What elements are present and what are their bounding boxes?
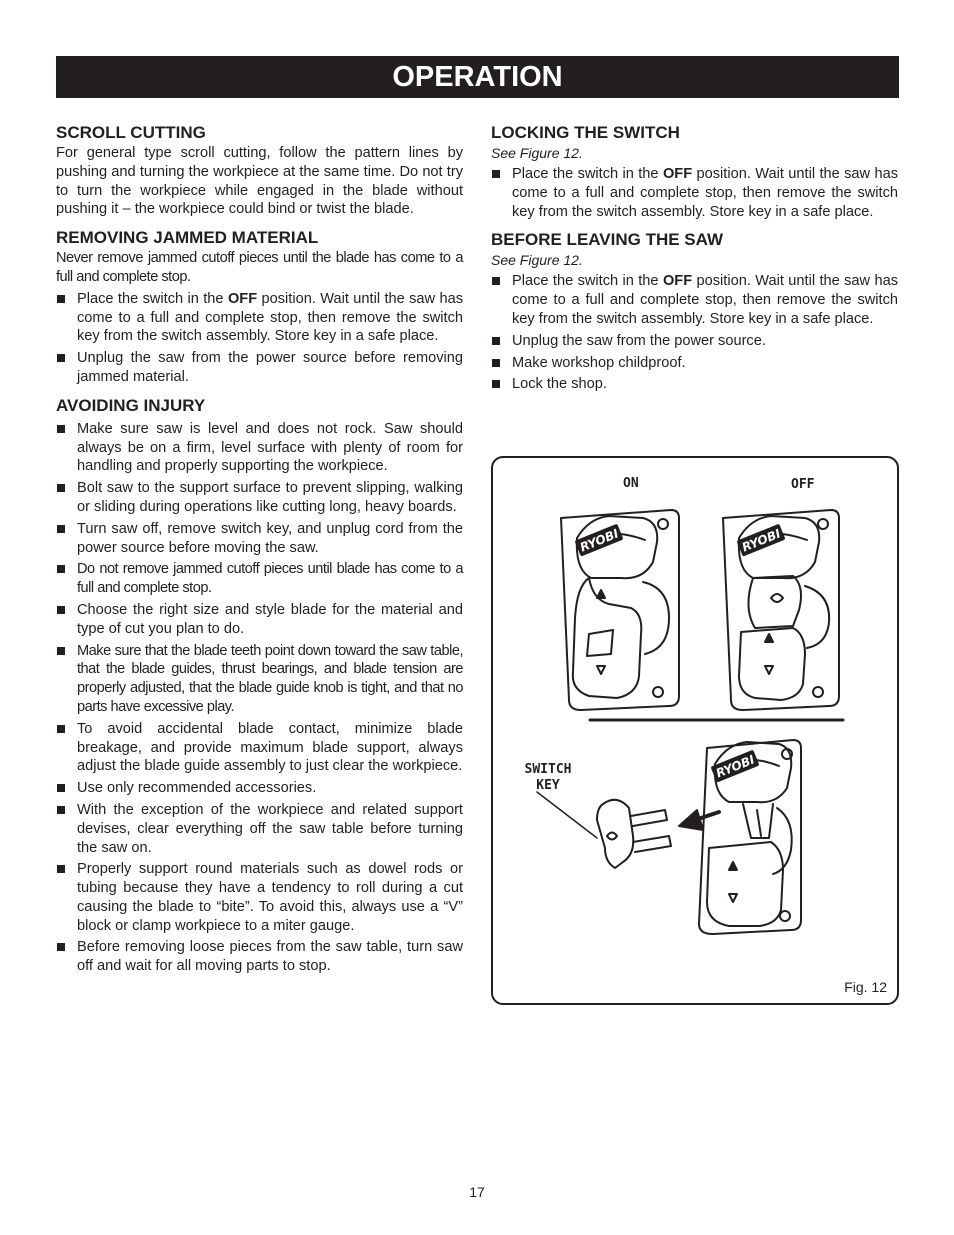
list-item xyxy=(56,601,463,639)
item-text: Make workshop childproof. xyxy=(512,354,686,371)
page-number: 17 xyxy=(469,1184,485,1200)
item-text: Unplug the saw from the power source before removing jammed material. xyxy=(77,350,463,385)
heading-before-leaving: BEFORE LEAVING THE SAW xyxy=(491,230,724,250)
item-text-bold: OFF xyxy=(662,273,693,290)
bullet-icon xyxy=(57,606,65,614)
bullet-icon xyxy=(492,359,500,367)
item-text-pre: Place the switch in the xyxy=(512,166,663,182)
bullet-icon xyxy=(57,806,65,814)
item-text: Choose the right size and style blade for the material and type of cut you plan to do. xyxy=(77,601,463,637)
list-item xyxy=(491,272,898,328)
bullet-icon xyxy=(57,484,65,492)
list-item xyxy=(56,860,463,935)
item-text: Use only recommended accessories. xyxy=(77,780,317,797)
item-text-pre: Place the switch in the xyxy=(77,290,228,307)
label-switch-key-line2: KEY xyxy=(536,778,560,793)
list-item xyxy=(491,332,898,351)
item-text-post: position. Wait until the saw has come to a full and complete stop, then remove the switch key from the switch assembly. Store key in a safe place. xyxy=(512,273,898,327)
left-column xyxy=(56,122,463,976)
ryobi-logo-on: RYOBI xyxy=(578,526,621,555)
label-off: OFF xyxy=(791,477,815,492)
leaving-list xyxy=(491,272,898,394)
list-item xyxy=(56,720,463,776)
see-figure-ref: See Figure 12. xyxy=(491,252,583,269)
bullet-icon xyxy=(492,170,500,178)
heading-scroll-cutting: SCROLL CUTTING xyxy=(56,123,206,142)
bullet-icon xyxy=(57,565,65,573)
item-text: Unplug the saw from the power source. xyxy=(512,332,766,349)
item-text: Make sure that the blade teeth point down toward the saw table, that the blade guides, thrust bearings, and blade tension are properly adjusted, that the blade guide knob is tight, and that no parts have excessive play. xyxy=(77,642,463,715)
label-on: ON xyxy=(623,476,639,491)
item-text: Make sure saw is level and does not rock. Saw should always be on a firm, level surface with plenty of room for handling and properly supporting the workpiece. xyxy=(77,420,463,475)
jammed-intro: Never remove jammed cutoff pieces until the blade has come to a full and complete stop. xyxy=(56,250,463,285)
list-item xyxy=(491,165,898,221)
list-item xyxy=(491,354,898,373)
bullet-icon xyxy=(57,425,65,433)
list-item xyxy=(56,420,463,476)
item-text-bold: OFF xyxy=(662,166,693,182)
list-item xyxy=(56,560,463,598)
bullet-icon xyxy=(57,943,65,951)
heading-locking-switch: LOCKING THE SWITCH xyxy=(491,123,680,142)
section-banner: OPERATION xyxy=(56,56,899,98)
injury-list xyxy=(56,420,463,976)
item-text: Bolt saw to the support surface to prevent slipping, walking or sliding during operations like cutting long, heavy boards. xyxy=(77,480,463,515)
list-item xyxy=(491,375,898,394)
ryobi-logo-bottom: RYOBI xyxy=(714,752,757,781)
list-item xyxy=(56,479,463,517)
figure-caption: Fig. 12 xyxy=(844,979,887,995)
list-item xyxy=(56,520,463,558)
jammed-list xyxy=(56,290,463,387)
item-text-bold: OFF xyxy=(227,290,258,307)
item-text: To avoid accidental blade contact, minimize blade breakage, and provide maximum blade support, always adjust the blade guide assembly to just clear the workpiece. xyxy=(77,720,463,775)
item-text: With the exception of the workpiece and related support devises, clear everything off the saw table before turning the saw on. xyxy=(77,801,463,856)
scroll-cutting-text: For general type scroll cutting, follow the pattern lines by pushing and turning the workpiece at the same time. Do not try to turn the workpiece while engaged in the blade without pushing it – the workpiece could bind or twist the blade. xyxy=(56,145,463,218)
switch-illustration xyxy=(493,458,897,1003)
list-item xyxy=(56,779,463,798)
item-text: Lock the shop. xyxy=(512,376,607,393)
bullet-icon xyxy=(492,337,500,345)
list-item xyxy=(56,349,463,387)
bullet-icon xyxy=(57,647,65,655)
bullet-icon xyxy=(57,784,65,792)
key-leader-line xyxy=(537,792,597,838)
item-text: Properly support round materials such as dowel rods or tubing because they have a tendency to roll during a cut causing the blade to “bite”. To avoid this, always use a “V” block or clamp workpiece to a miter gauge. xyxy=(77,861,463,934)
switch-key-drawing xyxy=(597,800,671,868)
list-item xyxy=(56,290,463,346)
bullet-icon xyxy=(57,725,65,733)
item-text: Do not remove jammed cutoff pieces until blade has come to a full and complete stop. xyxy=(77,561,463,597)
list-item xyxy=(56,801,463,857)
bullet-icon xyxy=(492,380,500,388)
list-item xyxy=(56,642,463,717)
figure-12 xyxy=(491,456,899,1005)
item-text-post: position. Wait until the saw has come to a full and complete stop, then remove the switch key from the switch assembly. Store key in a safe place. xyxy=(77,290,463,345)
heading-avoiding-injury: AVOIDING INJURY xyxy=(56,395,206,415)
item-text-post: position. Wait until the saw has come to a full and complete stop, then remove the switch key from the switch assembly. Store key in a safe place. xyxy=(512,166,898,220)
heading-removing-jammed: REMOVING JAMMED MATERIAL xyxy=(56,228,319,248)
see-figure-ref: See Figure 12. xyxy=(491,145,583,161)
bullet-icon xyxy=(57,354,65,362)
label-switch-key xyxy=(519,762,577,794)
locking-list xyxy=(491,165,898,221)
bullet-icon xyxy=(492,277,500,285)
label-switch-key-line1: SWITCH xyxy=(524,762,572,777)
bullet-icon xyxy=(57,525,65,533)
bullet-icon xyxy=(57,865,65,873)
ryobi-logo-off: RYOBI xyxy=(740,526,783,555)
removal-arrow-icon xyxy=(679,810,703,830)
item-text: Turn saw off, remove switch key, and unplug cord from the power source before moving the saw. xyxy=(77,520,463,556)
right-column xyxy=(491,122,898,394)
item-text: Before removing loose pieces from the saw table, turn saw off and wait for all moving parts to stop. xyxy=(77,939,463,975)
item-text-pre: Place the switch in the xyxy=(512,273,663,290)
list-item xyxy=(56,938,463,976)
bullet-icon xyxy=(57,295,65,303)
